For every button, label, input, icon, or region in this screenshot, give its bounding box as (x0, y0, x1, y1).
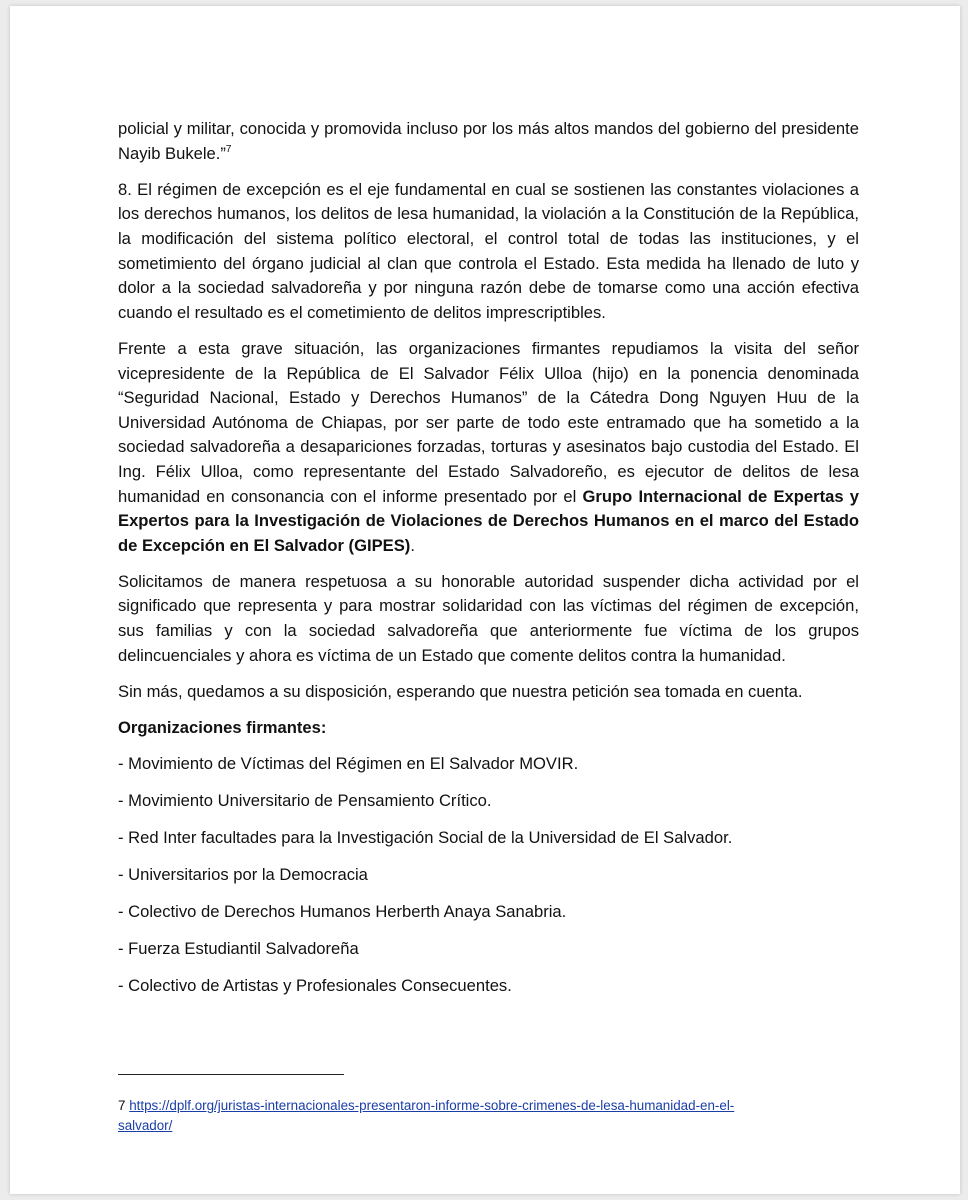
paragraph-request: Solicitamos de manera respetuosa a su honorable autoridad suspender dicha actividad por el significado que representa y para mostrar solidaridad con las víctimas del régimen de excepción, sus familias y con la sociedad salvadoreña que anteriormente fue víctima de los grupos delincuenciales y ahora es víctima de un Estado que comente delitos contra la humanidad. (118, 571, 859, 665)
signatories-heading: Organizaciones firmantes: (118, 718, 327, 738)
list-item: - Movimiento Universitario de Pensamiento Crítico. (118, 791, 492, 811)
list-item: - Colectivo de Derechos Humanos Herberth Anaya Sanabria. (118, 902, 567, 922)
paragraph-closing: Sin más, quedamos a su disposición, esperando que nuestra petición sea tomada en cuenta. (118, 681, 803, 701)
paragraph-end: . (410, 535, 415, 555)
paragraph-8: 8. El régimen de excepción es el eje fundamental en cual se sostienen las constantes violaciones a los derechos humanos, los delitos de lesa humanidad, la violación a la Constitución de la República, la modificación del sistema político electoral, el control total de todas las instituciones, y el sometimiento del órgano judicial al clan que controla el Estado. Esta medida ha llenado de luto y dolor a la sociedad salvadoreña y por ninguna razón debe de tomarse como una acción efectiva cuando el resultado es el cometimiento de delitos imprescriptibles. (118, 179, 859, 322)
document-body (118, 117, 859, 1011)
paragraph-repudiation (118, 337, 859, 558)
document-page (10, 6, 960, 1194)
paragraph-continuation (118, 117, 859, 166)
signatories-list (118, 752, 859, 999)
footnote (118, 1096, 859, 1136)
paragraph-text: Frente a esta grave situación, las organizaciones firmantes repudiamos la visita del señor vicepresidente de la República de El Salvador Félix Ulloa (hijo) en la ponencia denominada “Seguridad Nacional, Estado y Derechos Humanos” de la Cátedra Dong Nguyen Huu de la Universidad Autónoma de Chiapas, por ser parte de todo este entramado que ha sometido a la sociedad salvadoreña a desapariciones forzadas, torturas y asesinatos bajo custodia del Estado. El Ing. Félix Ulloa, como representante del Estado Salvadoreño, es ejecutor de delitos de lesa humanidad en consonancia con el informe presentado por el (118, 338, 859, 506)
footnote-link-line-2: salvador/ (118, 1118, 173, 1133)
list-item: - Red Inter facultades para la Investigación Social de la Universidad de El Salvador. (118, 828, 733, 848)
footnote-number: 7 (118, 1098, 126, 1113)
footnote-reference[interactable]: 7 (225, 143, 232, 155)
paragraph-text: policial y militar, conocida y promovida incluso por los más altos mandos del gobierno del presidente Nayib Bukele.” (118, 119, 859, 163)
footnote-link-line-1: https://dplf.org/juristas-internacionales-presentaron-informe-sobre-crimenes-de-lesa-humanidad-en-el- (129, 1098, 735, 1113)
gipes-reference: Grupo Internacional de Expertas y Expertos para la Investigación de Violaciones de Derechos Humanos en el marco del Estado de Excepción en El Salvador (GIPES) (118, 486, 860, 555)
list-item: - Fuerza Estudiantil Salvadoreña (118, 939, 359, 959)
footnote-link[interactable] (118, 1098, 734, 1133)
footnote-separator (118, 1074, 344, 1075)
list-item: - Colectivo de Artistas y Profesionales Consecuentes. (118, 976, 512, 996)
list-item: - Movimiento de Víctimas del Régimen en El Salvador MOVIR. (118, 754, 579, 774)
list-item: - Universitarios por la Democracia (118, 865, 368, 885)
